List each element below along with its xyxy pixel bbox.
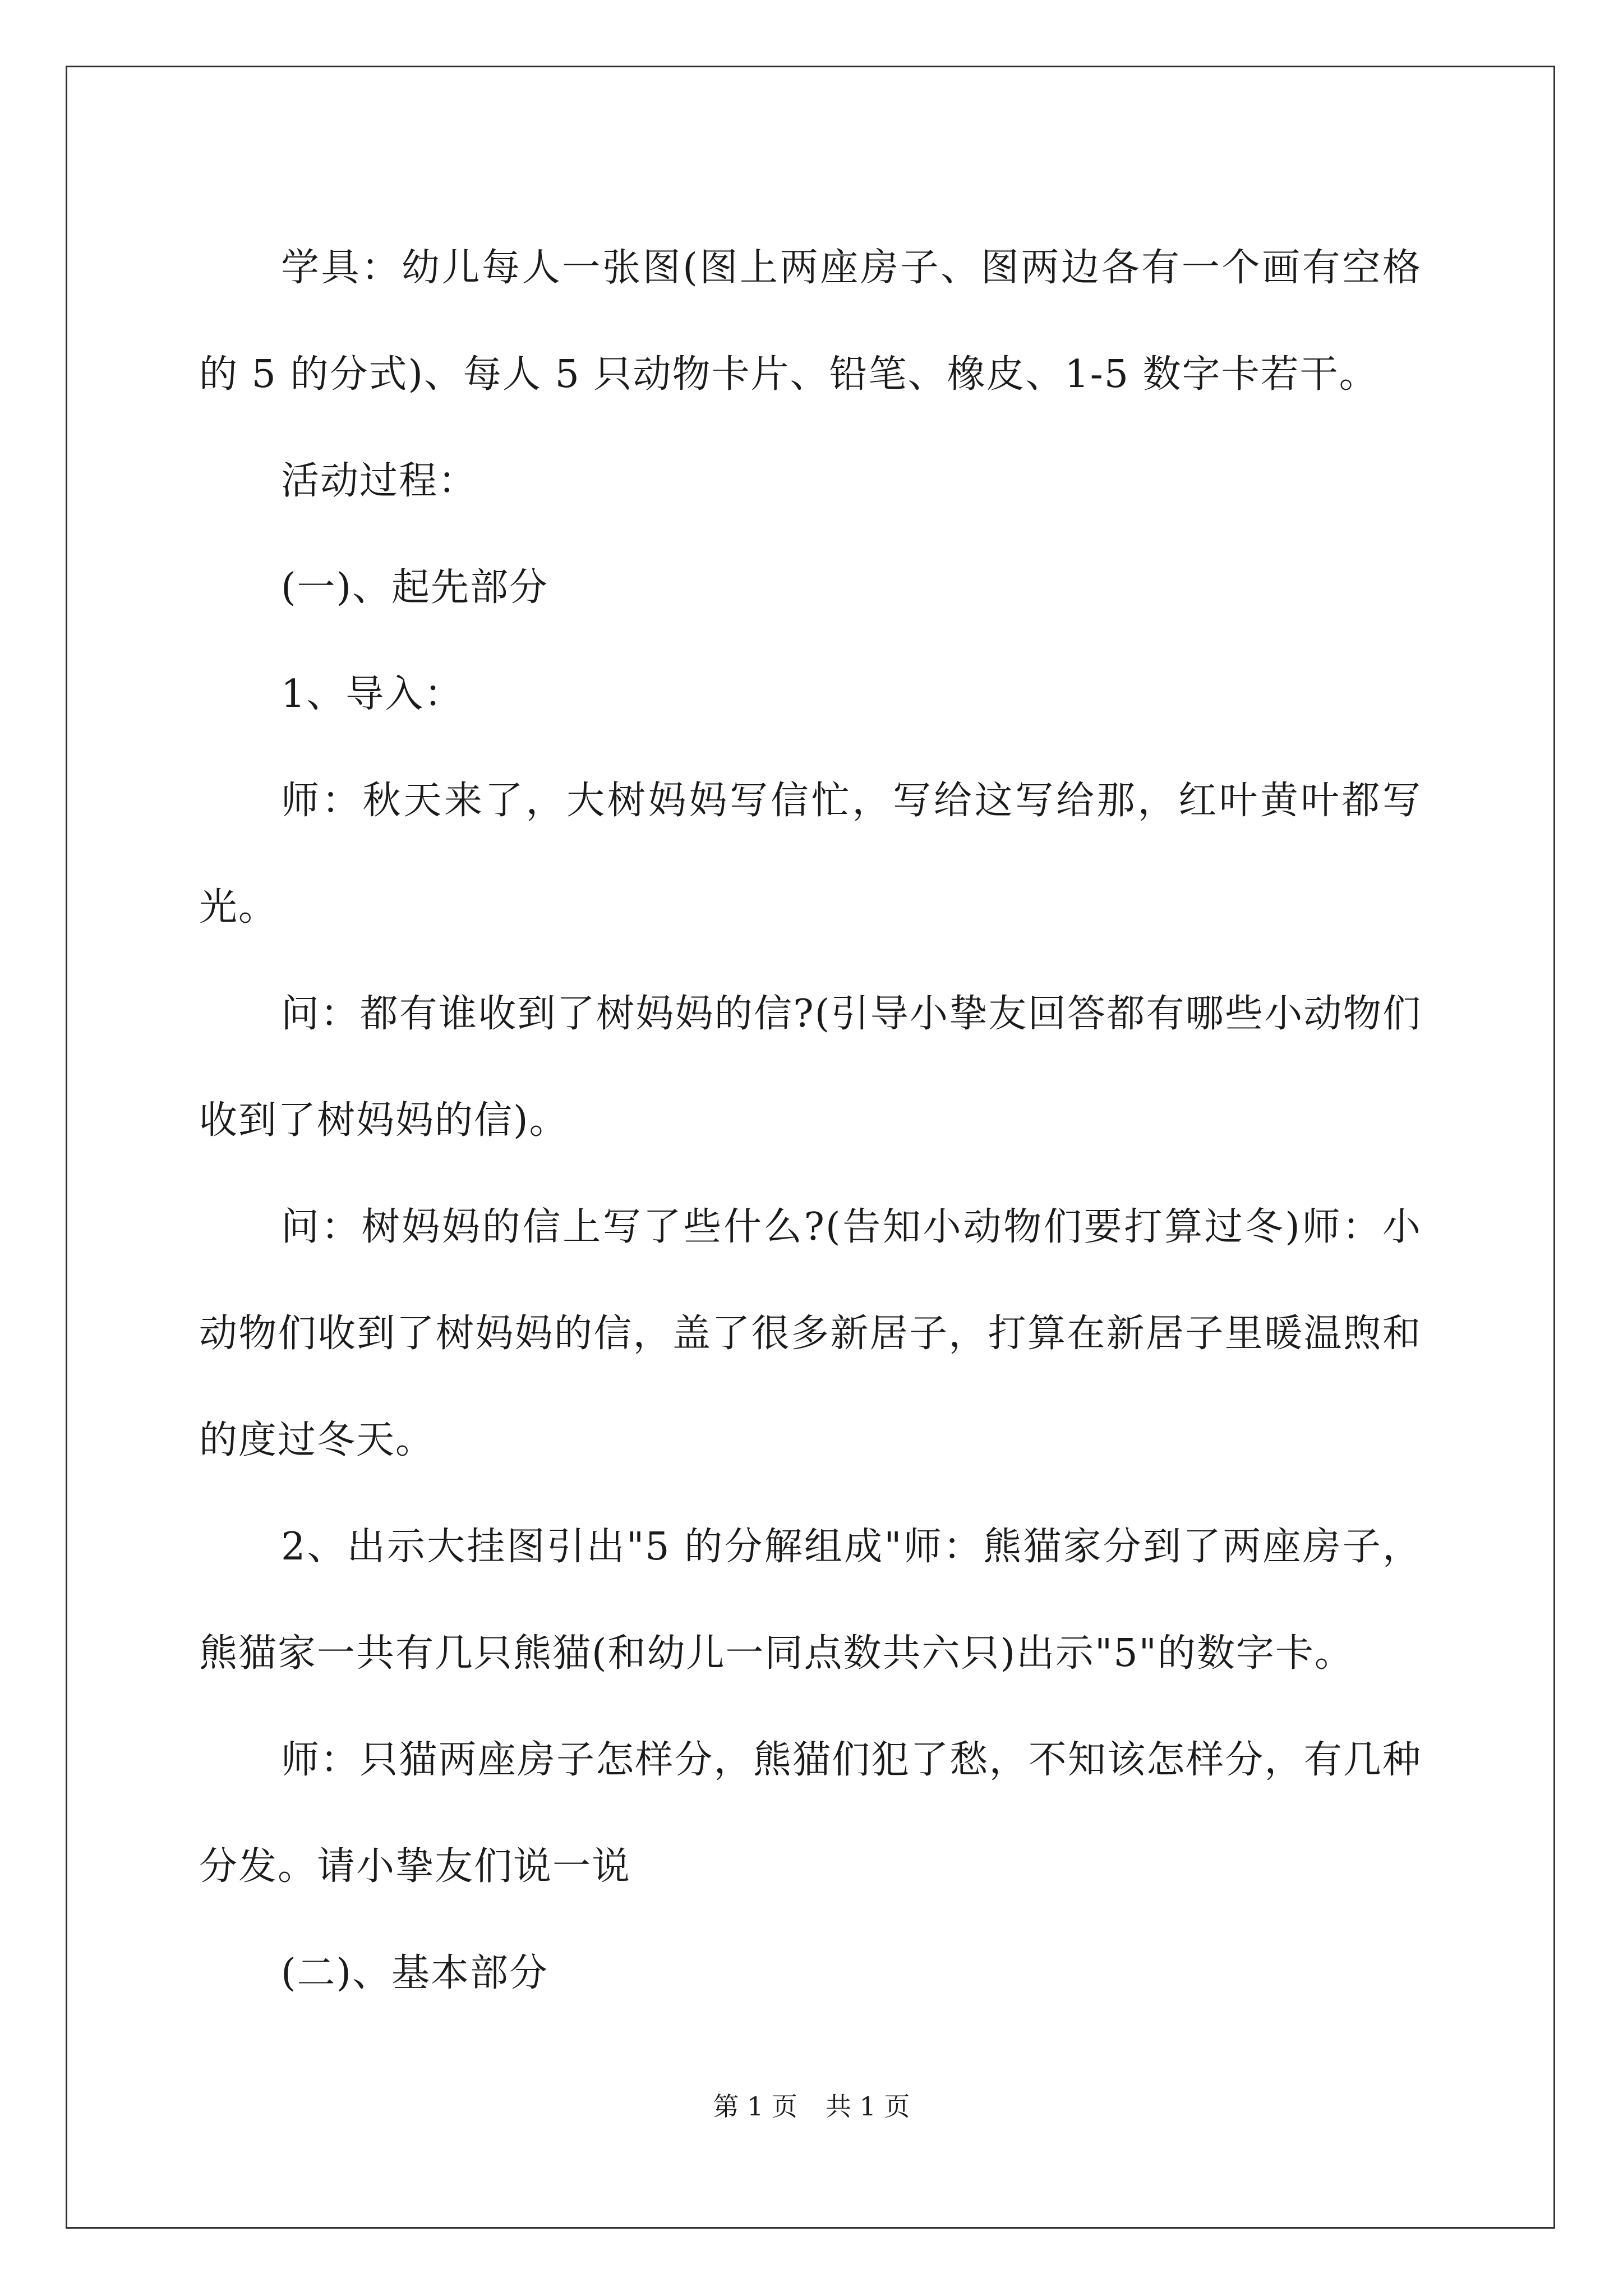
paragraph-activity-process: 活动过程：: [281, 459, 478, 503]
paragraph-chart-five: 2、出示大挂图引出"5 的分解组成"师：熊猫家分到了两座房子，熊猫家一共有几只熊猫(和幼儿一同点数共六只)出示"5"的数字卡。: [199, 1525, 1422, 1676]
page-total: 共 1 页: [826, 2091, 910, 2122]
paragraph-section-basic: (二)、基本部分: [281, 1951, 549, 1995]
paragraph-question-who: 问：都有谁收到了树妈妈的信?(引导小挚友回答都有哪些小动物们收到了树妈妈的信)。: [199, 992, 1422, 1143]
paragraph-teacher-autumn: 师：秋天来了，大树妈妈写信忙，写给这写给那，红叶黄叶都写光。: [199, 779, 1422, 930]
paragraph-question-what: 问：树妈妈的信上写了些什么?(告知小动物们要打算过冬)师：小动物们收到了树妈妈的信，盖了很多新居子，打算在新居子里暖温煦和的度过冬天。: [199, 1205, 1422, 1462]
paragraph-teacher-split: 师：只猫两座房子怎样分，熊猫们犯了愁，不知该怎样分，有几种分发。请小挚友们说一说: [199, 1738, 1422, 1889]
paragraph-materials: 学具：幼儿每人一张图(图上两座房子、图两边各有一个画有空格的 5 的分式)、每人 5 只动物卡片、铅笔、橡皮、1-5 数字卡若干。: [199, 246, 1422, 397]
page-number: 第 1 页: [713, 2091, 797, 2122]
paragraph-intro: 1、导入：: [281, 672, 464, 716]
page-footer: [0, 2090, 1623, 2123]
document-body: [199, 215, 1422, 2027]
paragraph-section-start: (一)、起先部分: [281, 565, 549, 610]
